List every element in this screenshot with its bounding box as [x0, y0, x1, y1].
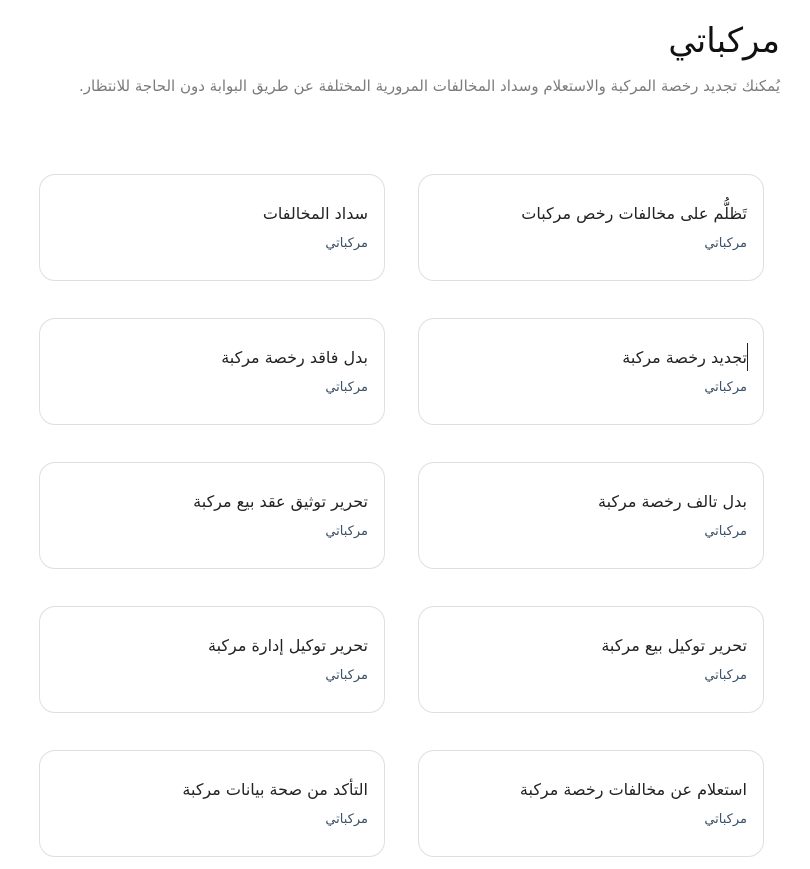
- service-card-category: مركباتي: [325, 236, 368, 251]
- service-card-sale-power-of-attorney[interactable]: [418, 606, 764, 713]
- service-card-category: مركباتي: [325, 812, 368, 827]
- service-card-appeal-violations[interactable]: [418, 174, 764, 281]
- service-card-license-violations-inquiry[interactable]: [418, 750, 764, 857]
- service-card-title: تحرير توكيل بيع مركبة: [601, 636, 747, 655]
- service-card-sale-contract-notarization[interactable]: [39, 462, 385, 569]
- service-card-vehicle-data-verification[interactable]: [39, 750, 385, 857]
- service-card-title: سداد المخالفات: [262, 204, 368, 223]
- service-card-title: تحرير توثيق عقد بيع مركبة: [193, 492, 368, 511]
- service-card-category: مركباتي: [704, 524, 747, 539]
- text-cursor: [747, 343, 748, 371]
- service-card-title: بدل فاقد رخصة مركبة: [221, 348, 368, 367]
- page-title: مركباتي: [668, 21, 780, 61]
- service-card-title: تجديد رخصة مركبة: [622, 348, 747, 367]
- service-card-category: مركباتي: [325, 380, 368, 395]
- service-card-title: تحرير توكيل إدارة مركبة: [208, 636, 368, 655]
- page-description: يُمكنك تجديد رخصة المركبة والاستعلام وسداد المخالفات المرورية المختلفة عن طريق البوابة دون الحاجة للانتظار.: [79, 77, 780, 95]
- service-card-category: مركباتي: [704, 812, 747, 827]
- service-card-title: التأكد من صحة بيانات مركبة: [182, 780, 368, 799]
- service-card-title: استعلام عن مخالفات رخصة مركبة: [519, 780, 747, 799]
- service-card-lost-license-replacement[interactable]: [39, 318, 385, 425]
- service-card-category: مركباتي: [704, 380, 747, 395]
- service-card-renew-license[interactable]: [418, 318, 764, 425]
- service-card-category: مركباتي: [325, 524, 368, 539]
- service-cards-grid: [39, 174, 764, 857]
- service-card-category: مركباتي: [325, 668, 368, 683]
- service-card-management-power-of-attorney[interactable]: [39, 606, 385, 713]
- service-card-title: تَظلُّم على مخالفات رخص مركبات: [521, 204, 747, 223]
- service-card-title: بدل تالف رخصة مركبة: [598, 492, 747, 511]
- service-card-damaged-license-replacement[interactable]: [418, 462, 764, 569]
- service-card-category: مركباتي: [704, 668, 747, 683]
- service-card-category: مركباتي: [704, 236, 747, 251]
- service-card-pay-violations[interactable]: [39, 174, 385, 281]
